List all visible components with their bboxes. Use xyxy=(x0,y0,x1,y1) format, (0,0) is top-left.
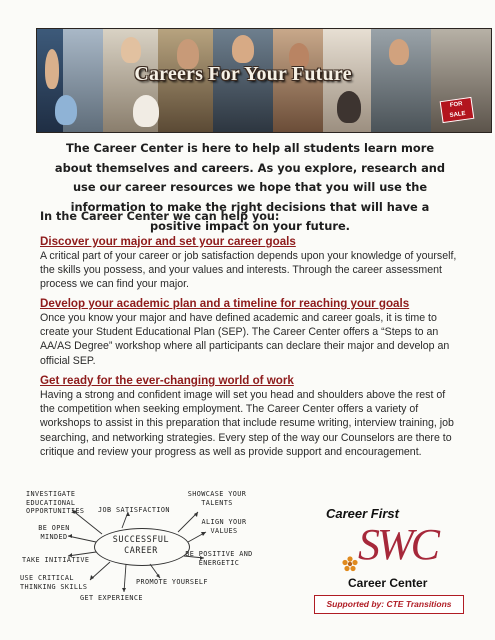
node-job-satisfaction: JOB SATISFACTION xyxy=(98,506,170,514)
flower-icon xyxy=(342,556,358,572)
section-heading: Develop your academic plan and a timeline for reaching your goals xyxy=(40,297,410,310)
person-figure xyxy=(121,37,141,63)
node-positive: BE POSITIVE AND ENERGETIC xyxy=(185,550,253,567)
section-body: Having a strong and confident image will set you head and shoulders above the rest of the competition when seeking employment. The Career Center offers a variety of workshops to assist in this preparation that include resume writing, interview training, job searching, and networking strategies. Every step of the way our Counselors are there to critique and review your progress as well as provide support and encouragement. xyxy=(40,389,454,458)
section-world-of-work xyxy=(40,374,460,459)
banner-collage xyxy=(36,28,492,133)
node-investigate: INVESTIGATE EDUCATIONAL OPPORTUNITIES xyxy=(26,490,85,515)
section-body: Once you know your major and have defined academic and career goals, it is time to create your Student Educational Plan (SEP). The Career Center offers a “Steps to an AA/AS Degree” workshop where all participants can declare their major and develop an official SEP. xyxy=(40,312,450,367)
lead-line: In the Career Center we can help you: xyxy=(40,210,280,223)
person-figure xyxy=(55,95,77,125)
section-heading: Discover your major and set your career goals xyxy=(40,235,296,248)
node-initiative: TAKE INITIATIVE xyxy=(22,556,90,564)
intro-paragraph: The Career Center is here to help all students learn more about themselves and careers. As you explore, research and use our career resources we hope that you will use the information to make the right decisions that will have a positive impact on your future. xyxy=(54,141,446,233)
node-critical-thinking: USE CRITICAL THINKING SKILLS xyxy=(20,574,88,591)
logo-tagline: Career First xyxy=(326,506,399,521)
person-figure xyxy=(389,39,409,65)
connector-line xyxy=(124,564,126,592)
supported-by-box: Supported by: CTE Transitions xyxy=(314,595,464,614)
swc-logo-mark: SWC xyxy=(358,520,437,569)
section-discover-major xyxy=(40,235,460,292)
person-figure xyxy=(337,91,361,123)
logo-name: Career Center xyxy=(348,576,428,590)
node-open-minded: BE OPEN MINDED xyxy=(38,524,70,541)
banner-title: Careers For Your Future xyxy=(134,63,352,85)
person-figure xyxy=(232,35,254,63)
node-experience: GET EXPERIENCE xyxy=(80,594,143,602)
section-heading: Get ready for the ever-changing world of work xyxy=(40,374,294,387)
section-body: A critical part of your career or job satisfaction depends upon your knowledge of yourself, the skills you possess, and your values and interests. Through the career assessment process we can find your major. xyxy=(40,250,457,291)
swc-logo-block xyxy=(300,500,470,620)
center-label: SUCCESSFUL CAREER xyxy=(112,534,170,555)
career-mindmap xyxy=(10,486,300,606)
person-figure xyxy=(133,95,159,127)
person-figure xyxy=(45,49,59,89)
arrow-head xyxy=(122,588,126,592)
node-showcase: SHOWCASE YOUR TALENTS xyxy=(187,490,247,507)
for-sale-sign: FOR SALE xyxy=(440,97,475,123)
node-promote: PROMOTE YOURSELF xyxy=(136,578,208,586)
arrow-head xyxy=(194,512,198,517)
section-academic-plan xyxy=(40,297,460,368)
node-align-values: ALIGN YOUR VALUES xyxy=(201,518,247,535)
